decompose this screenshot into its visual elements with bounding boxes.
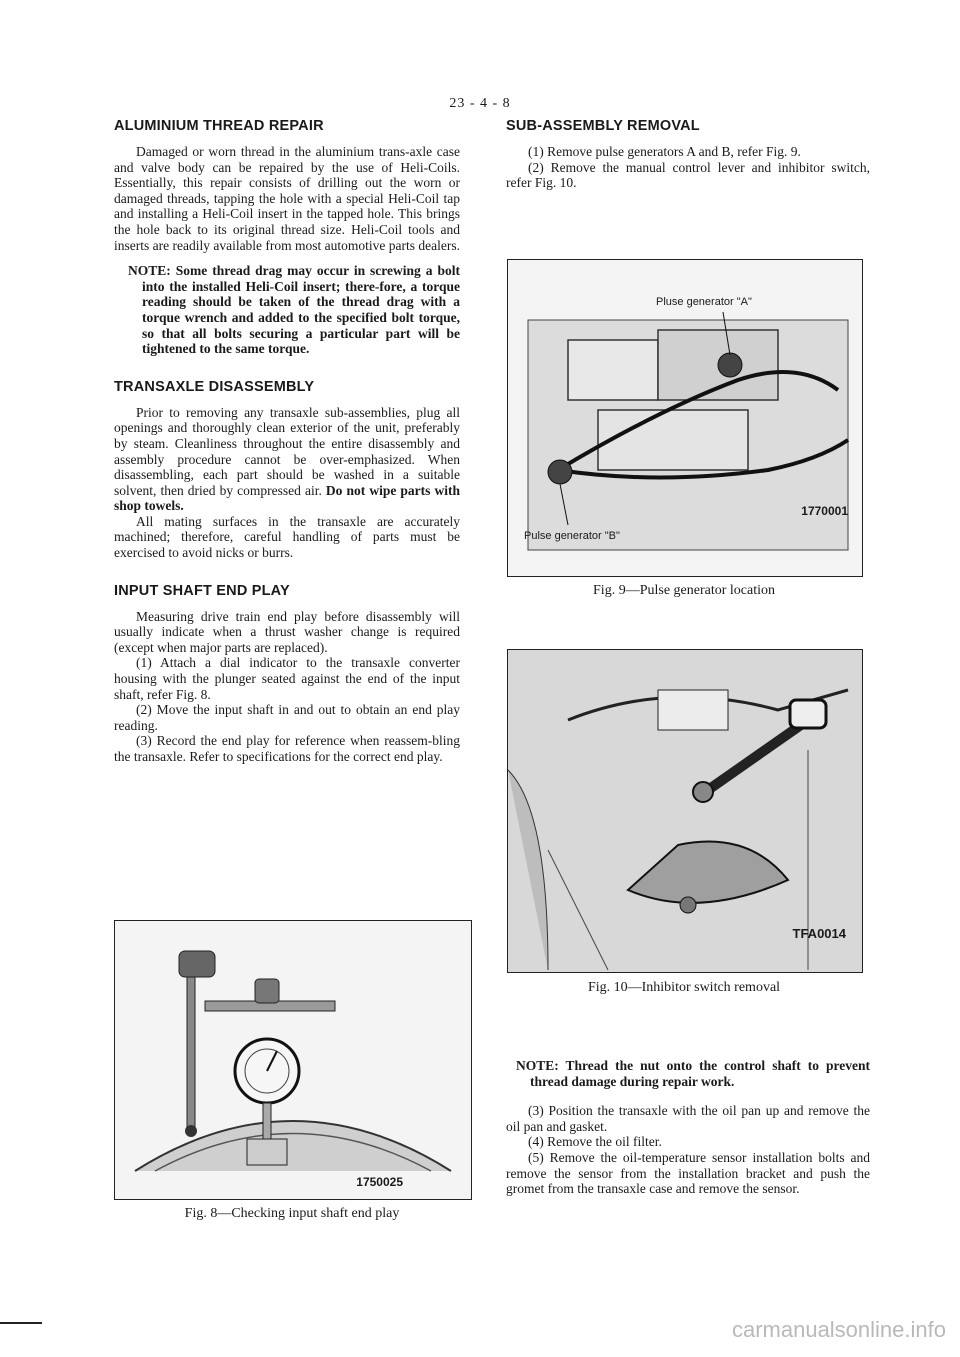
removal-step-1: (1) Remove pulse generators A and B, refer Fig. 9. — [528, 144, 801, 159]
aluminium-note-text: NOTE: Some thread drag may occur in screwing a bolt into the installed Heli-Coil insert; there-fore, a torque reading should be taken of the thread drag with a torque wrench and added to the specified bolt torque, so that all bolts securing a particular part will be tightened to the same torque. — [128, 263, 460, 357]
figure-10-code: TFA0014 — [792, 926, 846, 941]
watermark: carmanualsonline.info — [731, 1317, 946, 1342]
control-shaft-note — [506, 1058, 870, 1089]
figure-9-image — [507, 259, 863, 577]
endplay-step-2: (2) Move the input shaft in and out to obtain an end play reading. — [114, 702, 460, 733]
dial-indicator-illustration — [115, 921, 471, 1199]
disassembly-warning: Do not wipe parts with shop towels. — [114, 482, 460, 514]
aluminium-heading: ALUMINIUM THREAD REPAIR — [114, 118, 324, 134]
right-column — [506, 118, 870, 191]
removal-step-4: (4) Remove the oil filter. — [528, 1134, 662, 1150]
aluminium-note — [114, 263, 460, 357]
removal-heading: SUB-ASSEMBLY REMOVAL — [506, 118, 700, 134]
aluminium-paragraph: Damaged or worn thread in the aluminium trans-axle case and valve body can be repaired by the use of Heli-Coils. Essentially, this repair consists of drilling out the worn or damaged threads, tapping the hole with a special Heli-Coil tap and installing a Heli-Coil insert in the tapped hole. This brings the hole back to its original thread size. Heli-Coil tools and inserts are readily available from most automotive parts dealers. — [114, 144, 461, 253]
endplay-step-3: (3) Record the end play for reference when reassem-bling the transaxle. Refer to specifications for the correct end play. — [114, 733, 460, 764]
removal-step-3: (3) Position the transaxle with the oil pan up and remove the oil pan and gasket. — [506, 1103, 870, 1134]
figure-8-image — [114, 920, 472, 1200]
removal-step-5: (5) Remove the oil-temperature sensor installation bolts and remove the sensor from the installation bracket and push the gromet from the transaxle case and remove the sensor. — [506, 1149, 870, 1197]
footer-rule — [0, 1322, 42, 1324]
right-column-lower — [506, 1058, 870, 1197]
left-column — [114, 118, 460, 765]
control-shaft-note-text: NOTE: Thread the nut onto the control shaft to prevent thread damage during repair work. — [516, 1058, 870, 1089]
figure-8-caption: Fig. 8—Checking input shaft end play — [184, 1206, 400, 1221]
removal-step-2: (2) Remove the manual control lever and inhibitor switch, refer Fig. 10. — [506, 159, 870, 191]
figure-9-caption: Fig. 9—Pulse generator location — [593, 583, 775, 598]
inhibitor-switch-illustration — [508, 650, 862, 972]
endplay-step-1: (1) Attach a dial indicator to the transaxle converter housing with the plunger seated against the end of the input shaft, refer Fig. 8. — [114, 655, 460, 702]
figure-8-code: 1750025 — [356, 1175, 403, 1189]
disassembly-paragraph-2: All mating surfaces in the transaxle are accurately machined; therefore, careful handling of parts must be exercised to avoid nicks or burrs. — [114, 513, 460, 561]
disassembly-heading: TRANSAXLE DISASSEMBLY — [114, 378, 315, 395]
pulse-generator-b-label: Pulse generator "B" — [524, 530, 620, 542]
figure-10-caption: Fig. 10—Inhibitor switch removal — [587, 980, 781, 995]
page-number: 23 - 4 - 8 — [449, 96, 511, 111]
endplay-paragraph: Measuring drive train end play before disassembly will usually indicate when a thrust washer change is required (except when major parts are replaced). — [114, 608, 460, 655]
disassembly-text: Prior to removing any transaxle sub-assemblies, plug all openings and thoroughly clean exterior of the unit, preferably by steam. Cleanliness throughout the entire disassembly and assembly procedure cannot be over-emphasized. When disassembling, each part should be washed in a suitable solvent, then dried by compressed air. — [114, 404, 460, 498]
figure-9-code: 1770001 — [801, 504, 848, 518]
figure-10-image — [507, 649, 863, 973]
endplay-heading: INPUT SHAFT END PLAY — [114, 582, 290, 599]
disassembly-paragraph — [114, 405, 460, 514]
pulse-generator-a-label: Pluse generator "A" — [656, 296, 752, 308]
